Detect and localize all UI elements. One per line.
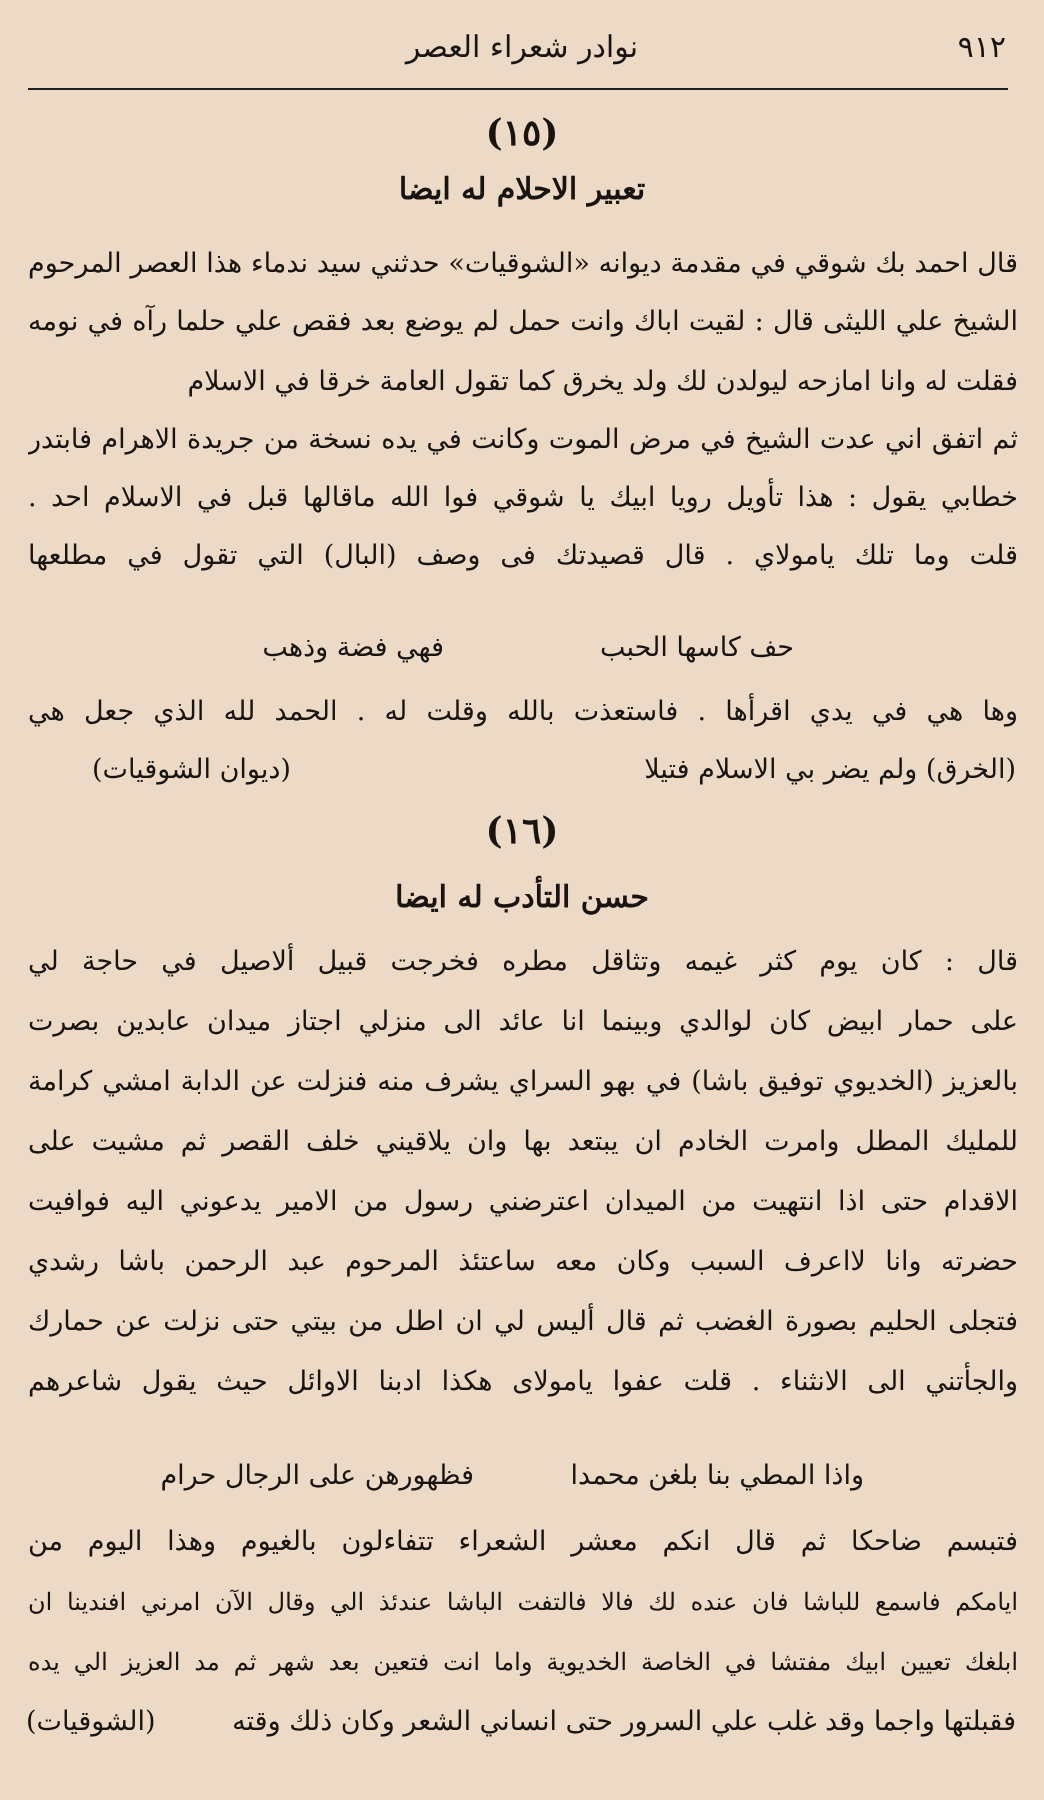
section-15-line: قلت وما تلك يامولاي . قال قصيدتك فى وصف (البال) التي تقول في مطلعها (28, 540, 1018, 571)
section-15-line: الشيخ علي الليثى قال : لقيت اباك وانت حمل لم يوضع بعد فقص علي حلما رآه في نومه (28, 306, 1018, 337)
section-16-line: ابلغك تعيين ابيك مفتشا في الخاصة الخديوية واما انت فتعين بعد شهر ثم مد العزيز الي يده (28, 1648, 1018, 1676)
section-16-number: (١٦) (485, 810, 559, 852)
section-16-line: قال : كان يوم كثر غيمه وتثاقل مطره فخرجت قبيل ألاصيل في حاجة لي (28, 946, 1018, 977)
section-15-source: (ديوان الشوقيات) (92, 754, 291, 785)
section-15-line: فقلت له وانا امازحه ليولدن لك ولد يخرق كما تقول العامة خرقا في الاسلام (187, 366, 1018, 397)
section-15-line: وها هي في يدي اقرأها . فاستعذت بالله وقلت له . الحمد لله الذي جعل هي (28, 696, 1018, 727)
section-16-line: الاقدام حتى اذا انتهيت من الميدان اعترضني رسول من الامير يدعوني اليه فوافيت (28, 1186, 1018, 1217)
section-16-line: على حمار ابيض كان لوالدي وبينما انا عائد الى منزلي اجتاز ميدان عابدين بصرت (28, 1006, 1018, 1037)
running-title: نوادر شعراء العصر (405, 30, 639, 65)
running-header (26, 28, 1018, 72)
section-16-line: فتبسم ضاحكا ثم قال انكم معشر الشعراء تتفاءلون بالغيوم وهذا اليوم من (28, 1526, 1018, 1557)
verse-first-hemistich: واذا المطي بنا بلغن محمدا (570, 1460, 864, 1491)
section-16-line: ايامكم فاسمع للباشا فان عنده لك فالا فالتفت الباشا عندئذ الي وقال الآن امرني افندينا ان (28, 1588, 1018, 1616)
section-16-line: بالعزيز (الخديوي توفيق باشا) في بهو السراي يشرف منه فنزلت عن الدابة امشي كرامة (28, 1066, 1018, 1097)
section-16-last-line: فقبلتها واجما وقد غلب علي السرور حتى انساني الشعر وكان ذلك وقته (232, 1706, 1016, 1737)
section-15-line: ثم اتفق اني عدت الشيخ في مرض الموت وكانت في يده نسخة من جريدة الاهرام فابتدر (28, 424, 1018, 455)
header-rule (28, 88, 1008, 90)
section-15-line: قال احمد بك شوقي في مقدمة ديوانه «الشوقيات» حدثني سيد ندماء هذا العصر المرحوم (28, 248, 1018, 279)
verse-second-hemistich: فظهورهن على الرجال حرام (160, 1460, 474, 1491)
verse-first-hemistich: حف كاسها الحبب (600, 632, 794, 663)
page-number: ٩١٢ (957, 30, 1006, 65)
section-16-line: حضرته وانا لااعرف السبب وكان معه ساعتئذ المرحوم عبد الرحمن باشا رشدي (28, 1246, 1018, 1277)
section-15-title: تعبير الاحلام له ايضا (398, 172, 646, 207)
section-15-last-line: (الخرق) ولم يضر بي الاسلام فتيلا (644, 754, 1016, 785)
section-16-source: (الشوقيات) (26, 1706, 156, 1737)
section-16-title: حسن التأدب له ايضا (395, 880, 649, 915)
section-15-number: (١٥) (485, 112, 559, 154)
section-16-line: للمليك المطل وامرت الخادم ان يبتعد بها وان يلاقيني خلف القصر ثم مشيت على (28, 1126, 1018, 1157)
section-16-line: فتجلى الحليم بصورة الغضب ثم قال أليس لي ان اطل من بيتي حتى نزلت عن حمارك (28, 1306, 1018, 1337)
section-16-line: والجأتني الى الانثناء . قلت عفوا يامولاى هكذا ادبنا الاوائل حيث يقول شاعرهم (28, 1366, 1018, 1397)
verse-second-hemistich: فهي فضة وذهب (262, 632, 444, 663)
section-15-line: خطابي يقول : هذا تأويل رويا ابيك يا شوقي فوا الله ماقالها قبل في الاسلام احد . (28, 482, 1018, 513)
